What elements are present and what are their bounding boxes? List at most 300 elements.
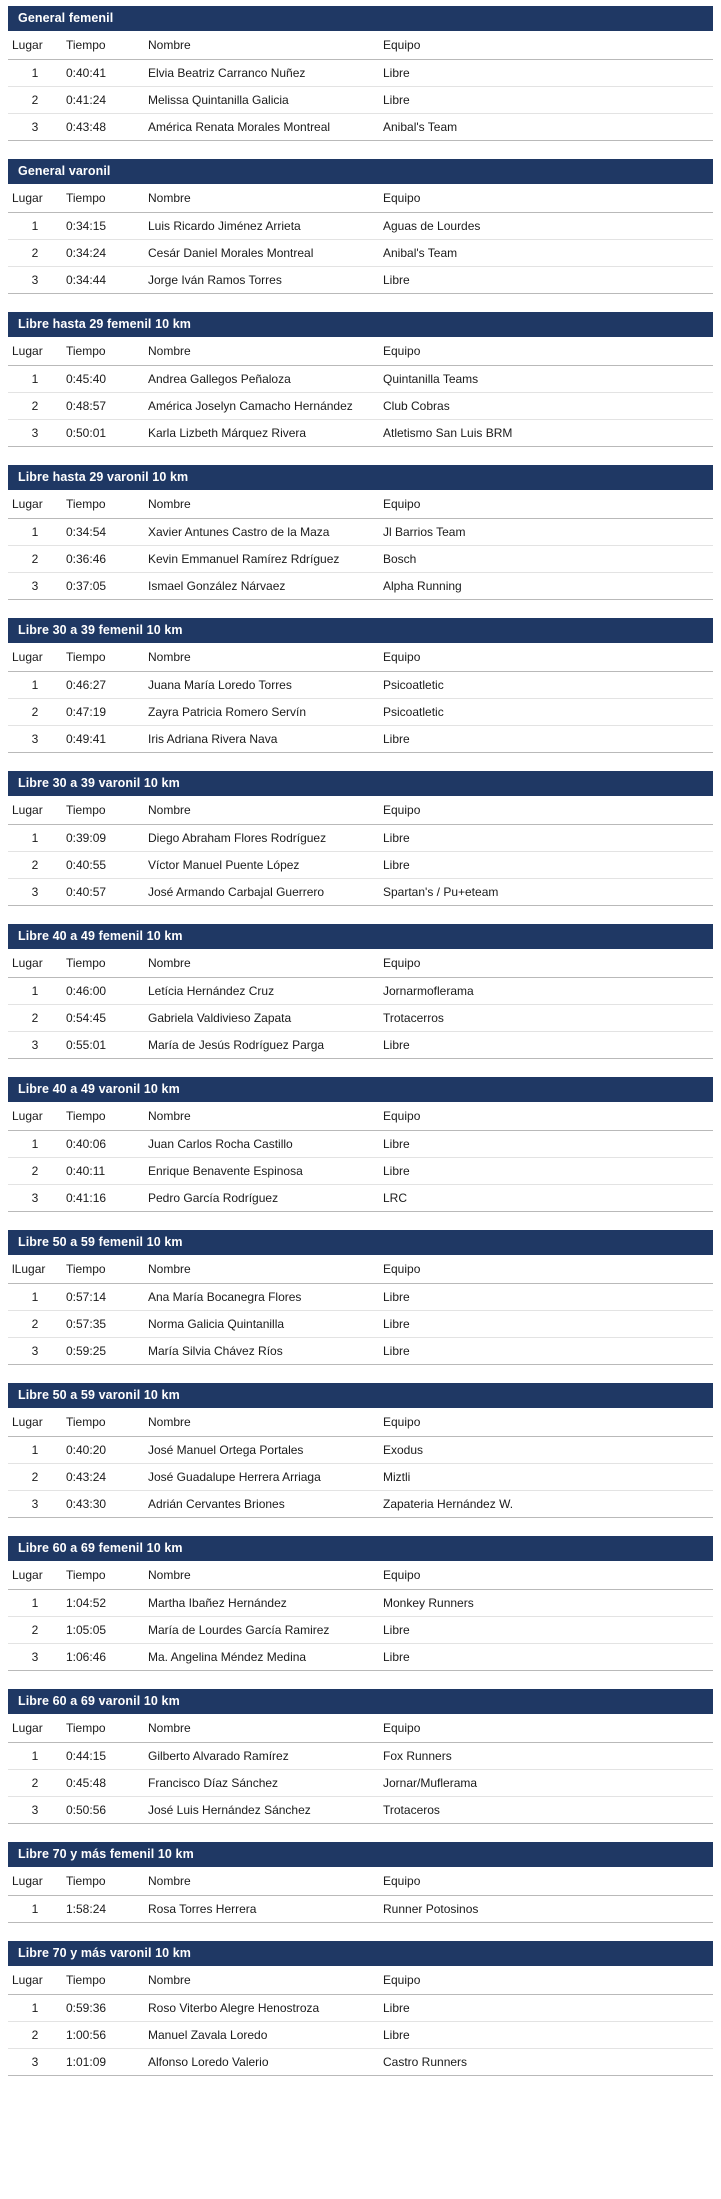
table-header-row (8, 1867, 713, 1896)
cell-tiempo: 1:06:46 (62, 1644, 144, 1671)
cell-lugar: 1 (8, 519, 62, 546)
table-row (8, 978, 713, 1005)
table-row (8, 1005, 713, 1032)
cell-equipo: Aguas de Lourdes (379, 213, 713, 240)
results-table (8, 949, 713, 1059)
cell-tiempo: 1:05:05 (62, 1617, 144, 1644)
cell-tiempo: 0:44:15 (62, 1743, 144, 1770)
results-table (8, 1714, 713, 1824)
cell-tiempo: 0:40:06 (62, 1131, 144, 1158)
category-title: Libre 70 y más varonil 10 km (8, 1941, 713, 1966)
cell-lugar: 1 (8, 1896, 62, 1923)
category-title: Libre 70 y más femenil 10 km (8, 1842, 713, 1867)
results-table (8, 31, 713, 141)
header-equipo: Equipo (379, 1408, 713, 1437)
header-nombre: Nombre (144, 1102, 379, 1131)
cell-tiempo: 0:55:01 (62, 1032, 144, 1059)
cell-equipo: Monkey Runners (379, 1590, 713, 1617)
table-row (8, 852, 713, 879)
header-nombre: Nombre (144, 949, 379, 978)
cell-equipo: Libre (379, 1338, 713, 1365)
cell-tiempo: 1:00:56 (62, 2022, 144, 2049)
cell-nombre: José Armando Carbajal Guerrero (144, 879, 379, 906)
cell-lugar: 1 (8, 1284, 62, 1311)
results-table (8, 643, 713, 753)
header-lugar: Lugar (8, 1714, 62, 1743)
table-row (8, 1770, 713, 1797)
cell-equipo: Atletismo San Luis BRM (379, 420, 713, 447)
cell-nombre: Martha Ibañez Hernández (144, 1590, 379, 1617)
cell-nombre: Elvia Beatriz Carranco Nuñez (144, 60, 379, 87)
table-header-row (8, 337, 713, 366)
header-tiempo: Tiempo (62, 31, 144, 60)
cell-equipo: Libre (379, 825, 713, 852)
header-tiempo: Tiempo (62, 949, 144, 978)
header-lugar: Lugar (8, 1561, 62, 1590)
header-nombre: Nombre (144, 337, 379, 366)
cell-tiempo: 0:50:01 (62, 420, 144, 447)
header-lugar: Lugar (8, 490, 62, 519)
results-table (8, 1966, 713, 2076)
category-block (8, 1230, 713, 1365)
header-equipo: Equipo (379, 337, 713, 366)
header-equipo: Equipo (379, 796, 713, 825)
results-table (8, 1102, 713, 1212)
cell-lugar: 3 (8, 573, 62, 600)
cell-nombre: Gilberto Alvarado Ramírez (144, 1743, 379, 1770)
table-header-row (8, 1255, 713, 1284)
category-title: Libre hasta 29 varonil 10 km (8, 465, 713, 490)
cell-equipo: Libre (379, 1158, 713, 1185)
category-block (8, 6, 713, 141)
cell-nombre: Ismael González Nárvaez (144, 573, 379, 600)
category-block (8, 771, 713, 906)
cell-lugar: 1 (8, 60, 62, 87)
header-lugar: Lugar (8, 184, 62, 213)
cell-equipo: Alpha Running (379, 573, 713, 600)
table-row (8, 1311, 713, 1338)
cell-equipo: Libre (379, 2022, 713, 2049)
cell-lugar: 1 (8, 672, 62, 699)
header-nombre: Nombre (144, 31, 379, 60)
table-row (8, 1743, 713, 1770)
table-row (8, 114, 713, 141)
cell-lugar: 3 (8, 879, 62, 906)
cell-equipo: Libre (379, 87, 713, 114)
results-table (8, 1255, 713, 1365)
cell-equipo: Libre (379, 1311, 713, 1338)
cell-tiempo: 0:48:57 (62, 393, 144, 420)
header-equipo: Equipo (379, 1255, 713, 1284)
cell-tiempo: 0:57:14 (62, 1284, 144, 1311)
header-tiempo: Tiempo (62, 1561, 144, 1590)
cell-nombre: Kevin Emmanuel Ramírez Rdríguez (144, 546, 379, 573)
cell-nombre: Ma. Angelina Méndez Medina (144, 1644, 379, 1671)
header-nombre: Nombre (144, 796, 379, 825)
cell-nombre: Roso Viterbo Alegre Henostroza (144, 1995, 379, 2022)
header-nombre: Nombre (144, 643, 379, 672)
category-title: Libre 60 a 69 varonil 10 km (8, 1689, 713, 1714)
category-block (8, 1536, 713, 1671)
cell-lugar: 2 (8, 2022, 62, 2049)
cell-lugar: 3 (8, 1797, 62, 1824)
cell-tiempo: 0:59:36 (62, 1995, 144, 2022)
header-nombre: Nombre (144, 1714, 379, 1743)
table-row (8, 1284, 713, 1311)
header-nombre: Nombre (144, 1408, 379, 1437)
cell-tiempo: 0:46:27 (62, 672, 144, 699)
header-nombre: Nombre (144, 490, 379, 519)
table-row (8, 213, 713, 240)
table-row (8, 1338, 713, 1365)
table-row (8, 60, 713, 87)
cell-equipo: Libre (379, 726, 713, 753)
header-equipo: Equipo (379, 949, 713, 978)
cell-tiempo: 0:40:55 (62, 852, 144, 879)
cell-equipo: Libre (379, 1995, 713, 2022)
cell-tiempo: 0:59:25 (62, 1338, 144, 1365)
cell-equipo: Libre (379, 60, 713, 87)
table-header-row (8, 184, 713, 213)
header-lugar: Lugar (8, 31, 62, 60)
cell-equipo: Club Cobras (379, 393, 713, 420)
cell-tiempo: 1:01:09 (62, 2049, 144, 2076)
cell-nombre: María Silvia Chávez Ríos (144, 1338, 379, 1365)
header-lugar: Lugar (8, 1966, 62, 1995)
cell-equipo: Runner Potosinos (379, 1896, 713, 1923)
cell-nombre: Rosa Torres Herrera (144, 1896, 379, 1923)
category-title: Libre 30 a 39 varonil 10 km (8, 771, 713, 796)
cell-equipo: Quintanilla Teams (379, 366, 713, 393)
cell-lugar: 2 (8, 393, 62, 420)
header-equipo: Equipo (379, 1561, 713, 1590)
cell-lugar: 3 (8, 726, 62, 753)
results-table (8, 1408, 713, 1518)
cell-equipo: Anibal's Team (379, 114, 713, 141)
cell-equipo: Trotaceros (379, 1797, 713, 1824)
header-equipo: Equipo (379, 1966, 713, 1995)
cell-equipo: Castro Runners (379, 2049, 713, 2076)
category-title: General varonil (8, 159, 713, 184)
cell-lugar: 2 (8, 1005, 62, 1032)
cell-nombre: Iris Adriana Rivera Nava (144, 726, 379, 753)
cell-tiempo: 0:37:05 (62, 573, 144, 600)
table-row (8, 546, 713, 573)
header-tiempo: Tiempo (62, 184, 144, 213)
cell-tiempo: 0:34:24 (62, 240, 144, 267)
category-block (8, 1077, 713, 1212)
table-row (8, 1131, 713, 1158)
cell-nombre: Karla Lizbeth Márquez Rivera (144, 420, 379, 447)
cell-lugar: 1 (8, 978, 62, 1005)
table-row (8, 2022, 713, 2049)
cell-equipo: Fox Runners (379, 1743, 713, 1770)
table-header-row (8, 1714, 713, 1743)
cell-lugar: 2 (8, 1464, 62, 1491)
table-row (8, 393, 713, 420)
cell-tiempo: 0:45:48 (62, 1770, 144, 1797)
cell-nombre: América Joselyn Camacho Hernández (144, 393, 379, 420)
table-row (8, 1491, 713, 1518)
category-block (8, 618, 713, 753)
table-header-row (8, 949, 713, 978)
category-title: Libre 30 a 39 femenil 10 km (8, 618, 713, 643)
header-lugar: lLugar (8, 1255, 62, 1284)
cell-tiempo: 0:45:40 (62, 366, 144, 393)
header-lugar: Lugar (8, 1867, 62, 1896)
cell-nombre: Pedro García Rodríguez (144, 1185, 379, 1212)
cell-nombre: Francisco Díaz Sánchez (144, 1770, 379, 1797)
table-header-row (8, 796, 713, 825)
cell-lugar: 1 (8, 366, 62, 393)
cell-equipo: Libre (379, 1644, 713, 1671)
table-row (8, 879, 713, 906)
cell-nombre: Juana María Loredo Torres (144, 672, 379, 699)
cell-equipo: Spartan's / Pu+eteam (379, 879, 713, 906)
results-table (8, 1867, 713, 1923)
cell-nombre: Víctor Manuel Puente López (144, 852, 379, 879)
table-row (8, 1617, 713, 1644)
cell-lugar: 3 (8, 267, 62, 294)
table-row (8, 825, 713, 852)
cell-lugar: 1 (8, 1995, 62, 2022)
cell-tiempo: 0:46:00 (62, 978, 144, 1005)
cell-tiempo: 0:54:45 (62, 1005, 144, 1032)
cell-lugar: 2 (8, 240, 62, 267)
cell-equipo: Trotacerros (379, 1005, 713, 1032)
cell-lugar: 2 (8, 1770, 62, 1797)
table-row (8, 672, 713, 699)
cell-lugar: 1 (8, 1437, 62, 1464)
header-tiempo: Tiempo (62, 337, 144, 366)
cell-tiempo: 0:43:30 (62, 1491, 144, 1518)
header-nombre: Nombre (144, 1966, 379, 1995)
table-row (8, 1896, 713, 1923)
cell-equipo: Miztli (379, 1464, 713, 1491)
cell-equipo: Libre (379, 267, 713, 294)
category-title: Libre 40 a 49 femenil 10 km (8, 924, 713, 949)
cell-nombre: Norma Galicia Quintanilla (144, 1311, 379, 1338)
cell-tiempo: 0:50:56 (62, 1797, 144, 1824)
table-row (8, 420, 713, 447)
header-lugar: Lugar (8, 796, 62, 825)
cell-equipo: LRC (379, 1185, 713, 1212)
cell-tiempo: 0:36:46 (62, 546, 144, 573)
header-tiempo: Tiempo (62, 1408, 144, 1437)
category-title: Libre 60 a 69 femenil 10 km (8, 1536, 713, 1561)
table-row (8, 267, 713, 294)
cell-nombre: Zayra Patricia Romero Servín (144, 699, 379, 726)
table-row (8, 726, 713, 753)
cell-lugar: 2 (8, 546, 62, 573)
header-lugar: Lugar (8, 1102, 62, 1131)
table-row (8, 87, 713, 114)
cell-lugar: 3 (8, 1338, 62, 1365)
cell-tiempo: 0:40:11 (62, 1158, 144, 1185)
category-title: General femenil (8, 6, 713, 31)
cell-nombre: Ana María Bocanegra Flores (144, 1284, 379, 1311)
results-table (8, 184, 713, 294)
category-block (8, 924, 713, 1059)
table-row (8, 1464, 713, 1491)
cell-equipo: Exodus (379, 1437, 713, 1464)
category-block (8, 159, 713, 294)
header-tiempo: Tiempo (62, 1966, 144, 1995)
table-row (8, 1644, 713, 1671)
table-row (8, 1437, 713, 1464)
cell-tiempo: 0:40:57 (62, 879, 144, 906)
cell-lugar: 1 (8, 213, 62, 240)
category-title: Libre 50 a 59 varonil 10 km (8, 1383, 713, 1408)
cell-lugar: 3 (8, 114, 62, 141)
table-row (8, 699, 713, 726)
header-nombre: Nombre (144, 1867, 379, 1896)
header-nombre: Nombre (144, 1561, 379, 1590)
cell-lugar: 3 (8, 420, 62, 447)
cell-tiempo: 0:43:48 (62, 114, 144, 141)
cell-nombre: Letícia Hernández Cruz (144, 978, 379, 1005)
cell-equipo: Anibal's Team (379, 240, 713, 267)
table-row (8, 1995, 713, 2022)
cell-lugar: 3 (8, 2049, 62, 2076)
cell-equipo: Zapateria Hernández W. (379, 1491, 713, 1518)
cell-equipo: Jl Barrios Team (379, 519, 713, 546)
table-header-row (8, 31, 713, 60)
cell-equipo: Psicoatletic (379, 699, 713, 726)
cell-nombre: Alfonso Loredo Valerio (144, 2049, 379, 2076)
cell-nombre: Enrique Benavente Espinosa (144, 1158, 379, 1185)
cell-nombre: Diego Abraham Flores Rodríguez (144, 825, 379, 852)
table-header-row (8, 643, 713, 672)
cell-tiempo: 0:43:24 (62, 1464, 144, 1491)
cell-nombre: José Guadalupe Herrera Arriaga (144, 1464, 379, 1491)
cell-lugar: 3 (8, 1185, 62, 1212)
cell-tiempo: 0:41:16 (62, 1185, 144, 1212)
cell-lugar: 2 (8, 87, 62, 114)
cell-nombre: José Luis Hernández Sánchez (144, 1797, 379, 1824)
cell-equipo: Jornar/Muflerama (379, 1770, 713, 1797)
category-block (8, 312, 713, 447)
table-row (8, 519, 713, 546)
table-row (8, 366, 713, 393)
header-lugar: Lugar (8, 949, 62, 978)
cell-equipo: Psicoatletic (379, 672, 713, 699)
cell-lugar: 2 (8, 852, 62, 879)
cell-equipo: Libre (379, 852, 713, 879)
results-table (8, 1561, 713, 1671)
header-tiempo: Tiempo (62, 1867, 144, 1896)
header-equipo: Equipo (379, 184, 713, 213)
table-row (8, 240, 713, 267)
cell-nombre: Luis Ricardo Jiménez Arrieta (144, 213, 379, 240)
header-tiempo: Tiempo (62, 796, 144, 825)
table-header-row (8, 1102, 713, 1131)
table-row (8, 1185, 713, 1212)
header-lugar: Lugar (8, 1408, 62, 1437)
cell-lugar: 2 (8, 1617, 62, 1644)
cell-nombre: Andrea Gallegos Peñaloza (144, 366, 379, 393)
cell-lugar: 3 (8, 1491, 62, 1518)
table-row (8, 1032, 713, 1059)
cell-lugar: 1 (8, 825, 62, 852)
header-equipo: Equipo (379, 1867, 713, 1896)
cell-equipo: Libre (379, 1131, 713, 1158)
cell-tiempo: 1:58:24 (62, 1896, 144, 1923)
table-row (8, 2049, 713, 2076)
header-equipo: Equipo (379, 1102, 713, 1131)
header-tiempo: Tiempo (62, 490, 144, 519)
cell-lugar: 2 (8, 1158, 62, 1185)
cell-tiempo: 0:39:09 (62, 825, 144, 852)
header-lugar: Lugar (8, 643, 62, 672)
header-tiempo: Tiempo (62, 643, 144, 672)
header-lugar: Lugar (8, 337, 62, 366)
header-equipo: Equipo (379, 490, 713, 519)
table-row (8, 1158, 713, 1185)
cell-nombre: Jorge Iván Ramos Torres (144, 267, 379, 294)
cell-tiempo: 0:57:35 (62, 1311, 144, 1338)
header-tiempo: Tiempo (62, 1102, 144, 1131)
table-row (8, 1797, 713, 1824)
header-equipo: Equipo (379, 1714, 713, 1743)
cell-tiempo: 0:47:19 (62, 699, 144, 726)
results-table (8, 796, 713, 906)
category-block (8, 1941, 713, 2076)
category-block (8, 465, 713, 600)
table-header-row (8, 490, 713, 519)
cell-tiempo: 0:40:20 (62, 1437, 144, 1464)
cell-tiempo: 0:49:41 (62, 726, 144, 753)
category-title: Libre hasta 29 femenil 10 km (8, 312, 713, 337)
table-header-row (8, 1966, 713, 1995)
cell-nombre: Gabriela Valdivieso Zapata (144, 1005, 379, 1032)
category-block (8, 1689, 713, 1824)
cell-lugar: 1 (8, 1590, 62, 1617)
table-header-row (8, 1561, 713, 1590)
category-title: Libre 50 a 59 femenil 10 km (8, 1230, 713, 1255)
header-tiempo: Tiempo (62, 1255, 144, 1284)
category-block (8, 1842, 713, 1923)
cell-nombre: Manuel Zavala Loredo (144, 2022, 379, 2049)
cell-nombre: María de Lourdes García Ramirez (144, 1617, 379, 1644)
header-nombre: Nombre (144, 184, 379, 213)
cell-lugar: 2 (8, 699, 62, 726)
cell-nombre: Adrián Cervantes Briones (144, 1491, 379, 1518)
cell-lugar: 1 (8, 1131, 62, 1158)
cell-nombre: María de Jesús Rodríguez Parga (144, 1032, 379, 1059)
table-header-row (8, 1408, 713, 1437)
cell-lugar: 2 (8, 1311, 62, 1338)
results-table (8, 490, 713, 600)
header-nombre: Nombre (144, 1255, 379, 1284)
cell-lugar: 1 (8, 1743, 62, 1770)
header-tiempo: Tiempo (62, 1714, 144, 1743)
cell-tiempo: 0:34:15 (62, 213, 144, 240)
cell-tiempo: 1:04:52 (62, 1590, 144, 1617)
results-table (8, 337, 713, 447)
category-block (8, 1383, 713, 1518)
category-title: Libre 40 a 49 varonil 10 km (8, 1077, 713, 1102)
cell-lugar: 3 (8, 1644, 62, 1671)
cell-nombre: Xavier Antunes Castro de la Maza (144, 519, 379, 546)
cell-nombre: Juan Carlos Rocha Castillo (144, 1131, 379, 1158)
header-equipo: Equipo (379, 643, 713, 672)
cell-tiempo: 0:34:44 (62, 267, 144, 294)
table-row (8, 573, 713, 600)
cell-equipo: Jornarmoflerama (379, 978, 713, 1005)
cell-nombre: Melissa Quintanilla Galicia (144, 87, 379, 114)
cell-equipo: Bosch (379, 546, 713, 573)
